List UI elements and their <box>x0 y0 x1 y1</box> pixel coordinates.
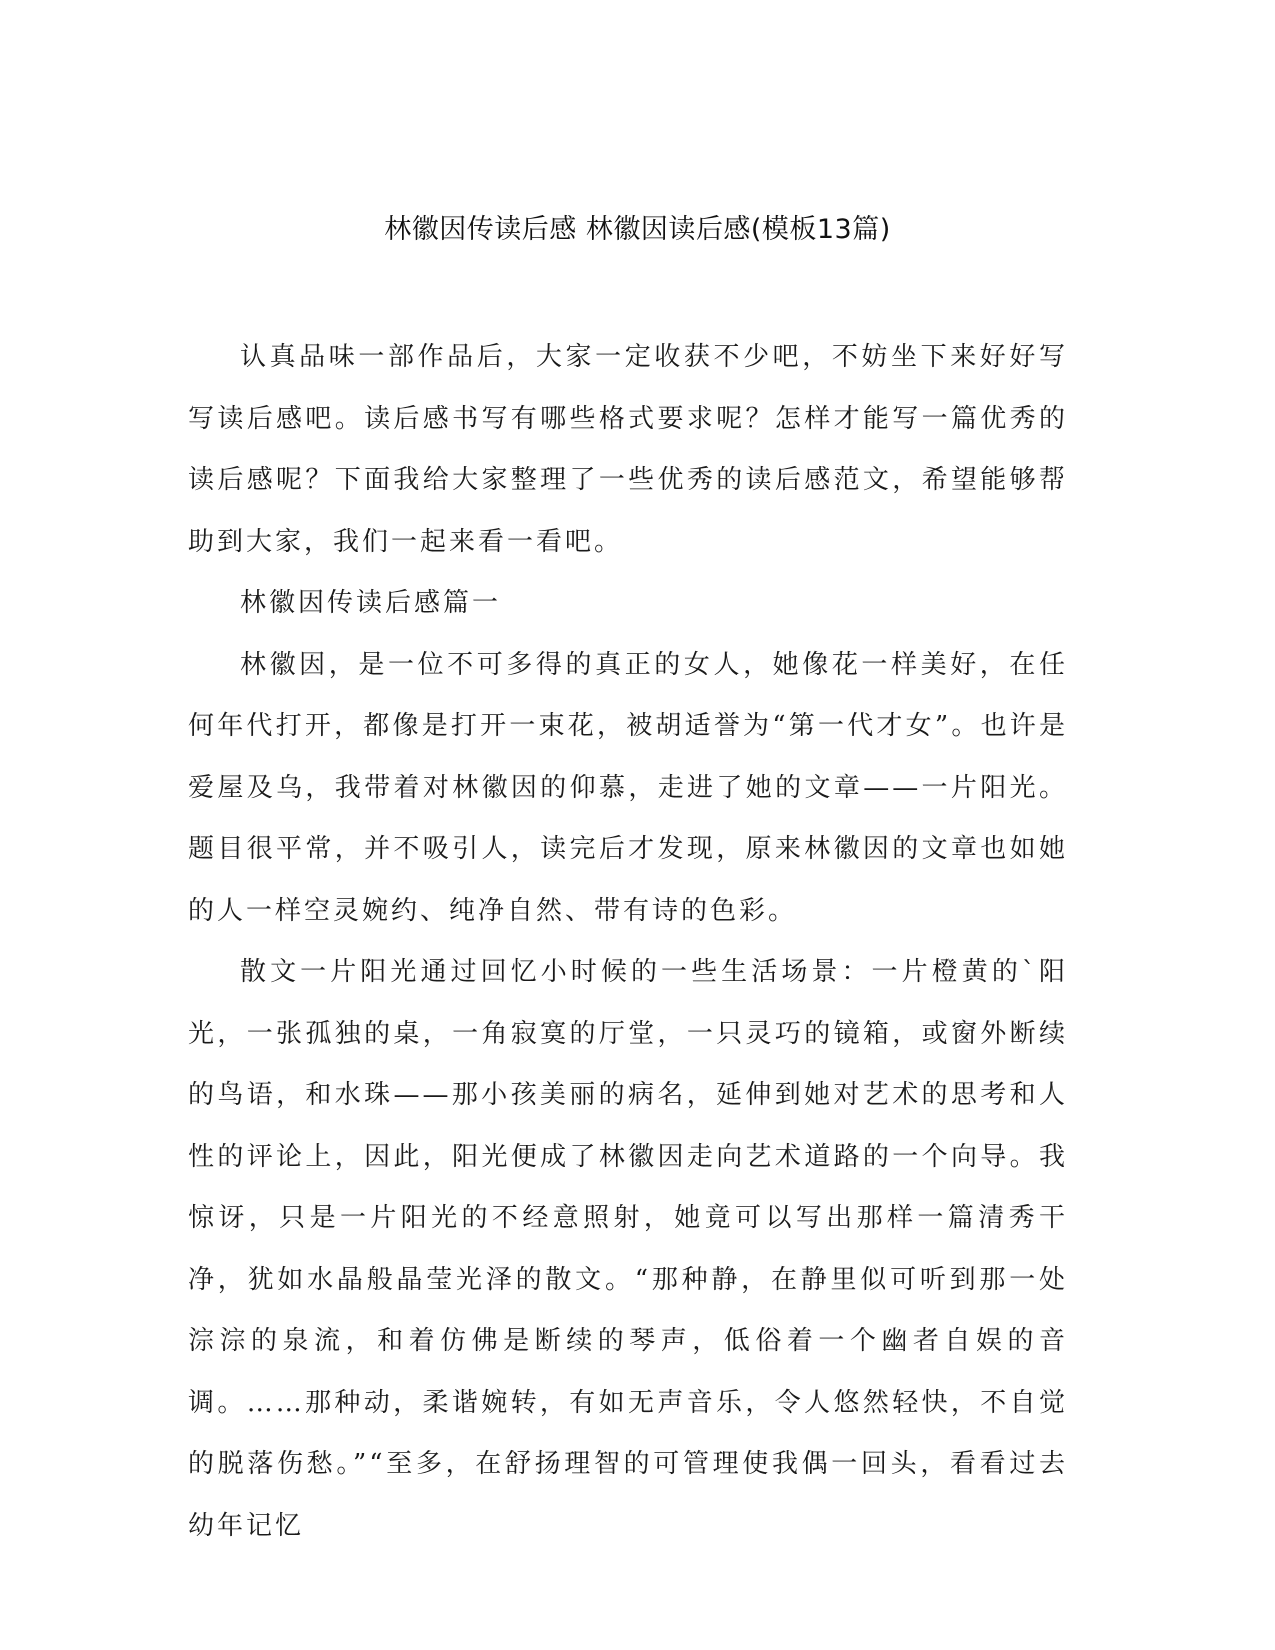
body-paragraph: 林徽因，是一位不可多得的真正的女人，她像花一样美好，在任何年代打开，都像是打开一束花，被胡适誉为“第一代才女”。也许是爱屋及乌，我带着对林徽因的仰慕，走进了她的文章——一片阳光。题目很平常，并不吸引人，读完后才发现，原来林徽因的文章也如她的人一样空灵婉约、纯净自然、带有诗的色彩。 <box>188 649 1068 926</box>
document-body <box>188 327 1068 1557</box>
body-paragraph: 散文一片阳光通过回忆小时候的一些生活场景：一片橙黄的`阳光，一张孤独的桌，一角寂寞的厅堂，一只灵巧的镜箱，或窗外断续的鸟语，和水珠——那小孩美丽的病名，延伸到她对艺术的思考和人性的评论上，因此，阳光便成了林徽因走向艺术道路的一个向导。我惊讶，只是一片阳光的不经意照射，她竟可以写出那样一篇清秀干净，犹如水晶般晶莹光泽的散文。“那种静，在静里似可听到那一处淙淙的泉流，和着仿佛是断续的琴声，低俗着一个幽者自娱的音调。……那种动，柔谐婉转，有如无声音乐，令人悠然轻快，不自觉的脱落伤愁。”“至多，在舒扬理智的可管理使我偶一回头，看看过去幼年记忆 <box>188 957 1068 1541</box>
intro-paragraph: 认真品味一部作品后，大家一定收获不少吧，不妨坐下来好好写写读后感吧。读后感书写有哪些格式要求呢？怎样才能写一篇优秀的读后感呢？下面我给大家整理了一些优秀的读后感范文，希望能够帮助到大家，我们一起来看一看吧。 <box>188 342 1068 557</box>
document-title: 林徽因传读后感 林徽因读后感(模板13篇) <box>384 214 891 245</box>
section-heading: 林徽因传读后感篇一 <box>240 588 502 618</box>
